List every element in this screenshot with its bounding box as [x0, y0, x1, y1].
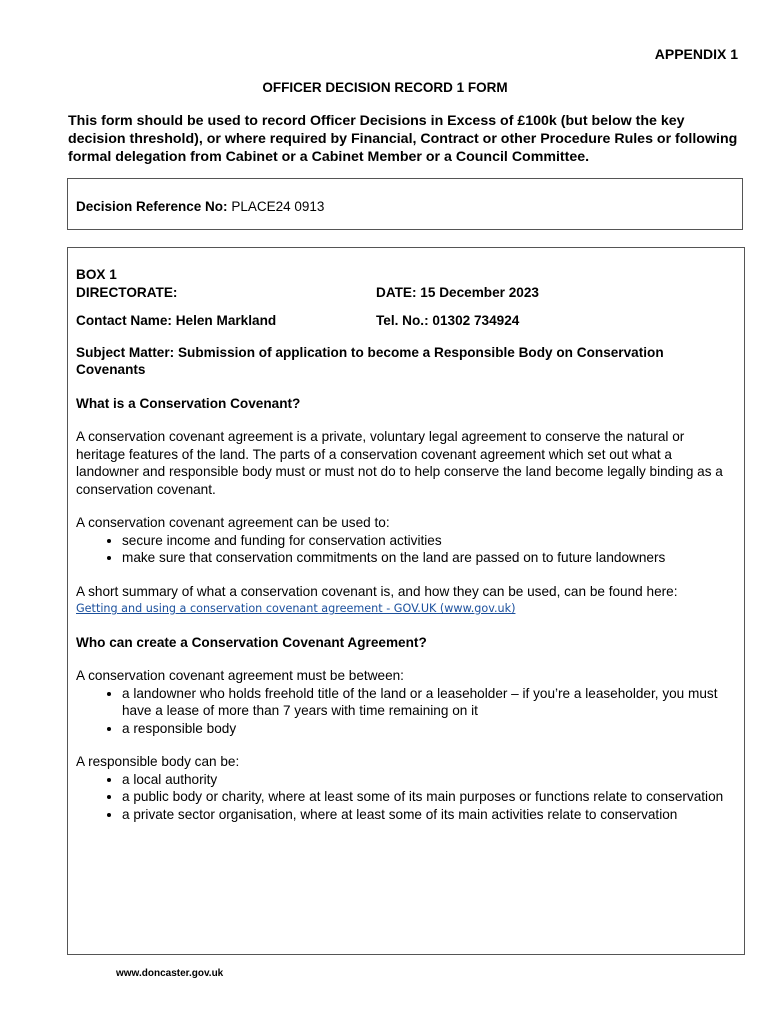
paragraph-agreement-parties: A conservation covenant agreement must be between: — [76, 668, 404, 683]
decision-reference-line — [76, 199, 324, 214]
list-item: • a public body or charity, where at least some of its main purposes or functions relate to conservation — [122, 788, 726, 806]
paragraph-covenant-definition: A conservation covenant agreement is a private, voluntary legal agreement to conserve the natural or heritage features of the land. The parts of a conservation covenant agreement which set out what a landowner and responsible body must or must not do to help conserve the land become legally binding as a conservation covenant. — [76, 429, 723, 497]
telephone-number: Tel. No.: 01302 734924 — [376, 313, 520, 328]
list-item: • a local authority — [122, 771, 726, 789]
list-item: • a landowner who holds freehold title of the land or a leaseholder – if you’re a leaseholder, you must have a lease of more than 7 years with time remaining on it — [122, 685, 726, 720]
gov-uk-link[interactable]: Getting and using a conservation covenant agreement - GOV.UK (www.gov.uk) — [76, 602, 516, 615]
form-title: OFFICER DECISION RECORD 1 FORM — [262, 80, 508, 95]
directorate-row — [76, 284, 726, 302]
decision-reference-value: PLACE24 0913 — [231, 199, 325, 214]
list-responsible-bodies — [76, 771, 726, 824]
paragraph-covenant-uses: A conservation covenant agreement can be used to: — [76, 515, 390, 530]
contact-name: Contact Name: Helen Markland — [76, 313, 277, 328]
decision-reference-box — [67, 178, 743, 230]
footer-url: www.doncaster.gov.uk — [116, 968, 224, 979]
intro-text: This form should be used to record Officer Decisions in Excess of £100k (but below the key decision threshold), or where required by Financial, Contract or other Procedure Rules or following formal delegation from Cabinet or a Cabinet Member or a Council Committee. — [68, 113, 738, 165]
directorate-label: DIRECTORATE: — [76, 284, 178, 300]
appendix-label: APPENDIX 1 — [654, 46, 738, 62]
list-item: • a responsible body — [122, 720, 726, 738]
contact-row — [76, 312, 726, 330]
paragraph-summary: A short summary of what a conservation covenant is, and how they can be used, can be found here: — [76, 583, 678, 599]
box-1-content — [76, 266, 726, 823]
decision-reference-label: Decision Reference No: — [76, 199, 228, 214]
box-1 — [67, 247, 745, 955]
list-item: • a private sector organisation, where at least some of its main activities relate to conservation — [122, 806, 726, 824]
heading-what-is-covenant: What is a Conservation Covenant? — [76, 395, 301, 411]
list-agreement-parties — [76, 685, 726, 738]
heading-who-can-create: Who can create a Conservation Covenant Agreement? — [76, 634, 427, 650]
list-covenant-uses — [76, 532, 726, 567]
list-item: • make sure that conservation commitments on the land are passed on to future landowners — [122, 549, 726, 567]
box-1-label: BOX 1 — [76, 267, 117, 282]
subject-matter: Subject Matter: Submission of application to become a Responsible Body on Conservation Covenants — [76, 344, 664, 377]
paragraph-responsible-body: A responsible body can be: — [76, 754, 240, 769]
list-item: • secure income and funding for conservation activities — [122, 532, 726, 550]
date-label: DATE: 15 December 2023 — [376, 284, 539, 300]
